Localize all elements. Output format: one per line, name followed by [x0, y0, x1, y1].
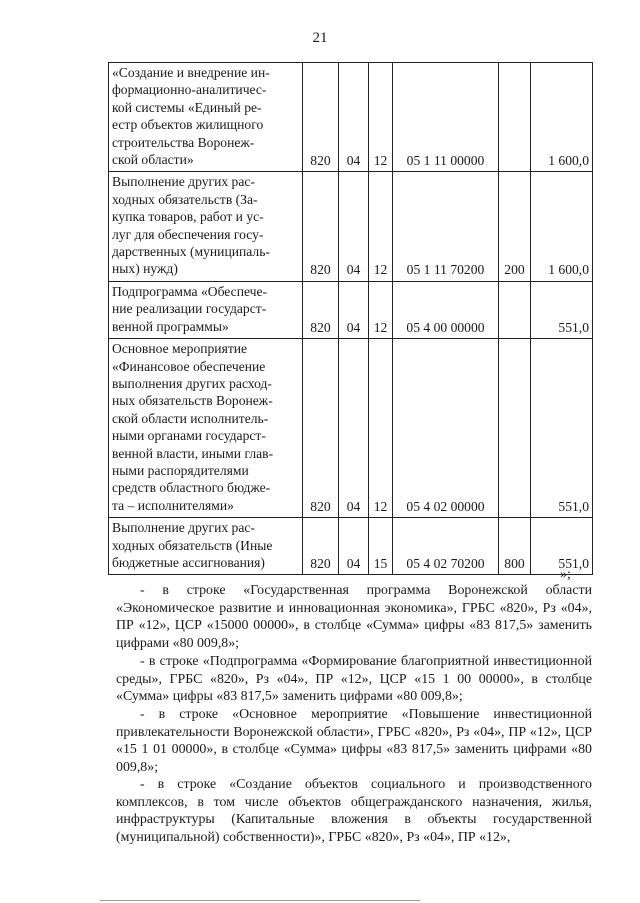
item-name-line: «Финансовое обеспечение [112, 358, 266, 374]
item-name-line: дарственных (муниципаль- [112, 244, 270, 260]
pr-cell: 12 [369, 63, 393, 172]
csr-cell: 05 4 00 00000 [393, 281, 499, 338]
vr-cell: 800 [499, 518, 531, 575]
item-name-line: ных) нужд) [112, 261, 178, 277]
item-name-line: ской области исполнитель- [112, 410, 269, 426]
item-name-cell [109, 518, 303, 575]
item-name-line: Основное мероприятие [112, 341, 248, 357]
item-name-line: ние реализации государст- [112, 301, 267, 317]
csr-cell: 05 1 11 70200 [393, 172, 499, 281]
item-name-cell [109, 339, 303, 518]
rz-cell: 04 [339, 518, 369, 575]
item-name-line: ходных обязательств (Иные [112, 537, 273, 553]
item-name-cell [109, 63, 303, 172]
item-name-cell [109, 281, 303, 338]
item-name-line: та – исполнителями» [112, 497, 234, 513]
amendment-paragraph: - в строке «Государственная программа Воронежской области «Экономическое развитие и инновационная экономика», ГРБС «820», Рз «04», ПР «12», ЦСР «15000 00000», в столбце «Сумма» цифры «83 817,5» заменить цифрами «80 009,8»; [116, 583, 592, 651]
item-name-line: луг для обеспечения госу- [112, 226, 264, 242]
csr-cell: 05 1 11 00000 [393, 63, 499, 172]
item-name-line: естр объектов жилищного [112, 117, 264, 133]
item-name-line: бюджетные ассигнования) [112, 554, 265, 570]
item-name-line: венной власти, иными глав- [112, 445, 274, 461]
item-name-line: ходных обязательств (За- [112, 191, 258, 207]
budget-table [108, 62, 593, 575]
item-name-cell [109, 172, 303, 281]
item-name-line: выполнения других расход- [112, 375, 272, 391]
vr-cell: 200 [499, 172, 531, 281]
grbs-cell: 820 [303, 281, 339, 338]
table-row [109, 339, 593, 518]
vr-cell [499, 339, 531, 518]
table-row [109, 172, 593, 281]
item-name-line: «Создание и внедрение ин- [112, 65, 270, 80]
grbs-cell: 820 [303, 518, 339, 575]
vr-cell [499, 281, 531, 338]
pr-cell: 12 [369, 339, 393, 518]
item-name-line: ными распорядителями [112, 462, 249, 478]
rz-cell: 04 [339, 281, 369, 338]
sum-cell: 551,0 [531, 281, 593, 338]
footer-line [100, 900, 420, 901]
amendment-paragraph: - в строке «Подпрограмма «Формирование благоприятной инвестиционной среды», ГРБС «820», Рз «04», ПР «12», ЦСР «15 1 00 00000», в столбце «Сумма» цифры «83 817,5» заменить цифрами «80 009,8»; [116, 654, 592, 705]
item-name-line: Подпрограмма «Обеспече- [112, 283, 268, 299]
table-row [109, 63, 593, 172]
item-name-line: Выполнение других рас- [112, 174, 255, 190]
item-name-line: кой системы «Единый ре- [112, 99, 262, 115]
rz-cell: 04 [339, 63, 369, 172]
sum-cell: 551,0 [531, 518, 593, 575]
item-name-line: венной программы» [112, 318, 229, 334]
table-body [109, 63, 593, 575]
item-name-line: купка товаров, работ и ус- [112, 209, 264, 225]
item-name-line: строительства Воронеж- [112, 134, 255, 150]
pr-cell: 12 [369, 281, 393, 338]
closing-quote: »; [560, 567, 571, 582]
rz-cell: 04 [339, 339, 369, 518]
item-name-line: ных обязательств Воронеж- [112, 393, 273, 409]
grbs-cell: 820 [303, 339, 339, 518]
item-name-line: средств областного бюдже- [112, 480, 271, 496]
pr-cell: 15 [369, 518, 393, 575]
sum-cell: 551,0 [531, 339, 593, 518]
csr-cell: 05 4 02 70200 [393, 518, 499, 575]
csr-cell: 05 4 02 00000 [393, 339, 499, 518]
grbs-cell: 820 [303, 172, 339, 281]
vr-cell [499, 63, 531, 172]
pr-cell: 12 [369, 172, 393, 281]
rz-cell: 04 [339, 172, 369, 281]
page-number: 21 [312, 30, 328, 46]
table-row [109, 281, 593, 338]
grbs-cell: 820 [303, 63, 339, 172]
sum-cell: 1 600,0 [531, 172, 593, 281]
amendment-paragraph: - в строке «Основное мероприятие «Повышение инвестиционной привлекательности Воронежской области», ГРБС «820», Рз «04», ПР «12», ЦСР «15 1 01 00000», в столбце «Сумма» цифры «83 817,5» заменить цифрами «80 009,8»; [116, 707, 592, 775]
sum-cell: 1 600,0 [531, 63, 593, 172]
item-name-line: ными органами государст- [112, 428, 266, 444]
item-name-line: формационно-аналитичес- [112, 82, 267, 98]
table-row [109, 518, 593, 575]
item-name-line: ской области» [112, 152, 194, 168]
amendment-paragraph: - в строке «Создание объектов социального и производственного комплексов, в том числе объектов общегражданского назначения, жилья, инфраструктуры (Капитальные вложения в объекты государственной (муниципальной) собственности)», ГРБС «820», Рз «04», ПР «12», [116, 777, 592, 845]
item-name-line: Выполнение других рас- [112, 520, 255, 536]
